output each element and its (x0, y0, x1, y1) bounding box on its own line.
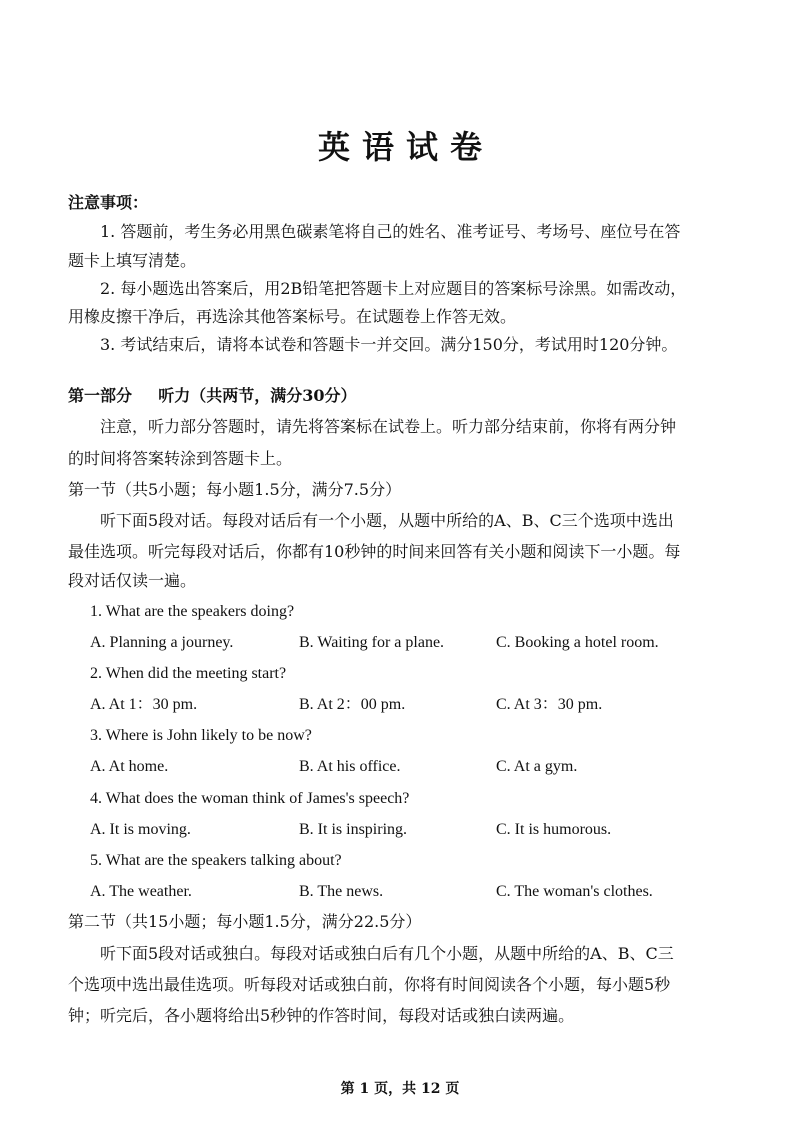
notice-item-2-line-1: 2. 每小题选出答案后，用2B铅笔把答题卡上对应题目的答案标号涂黑。如需改动， (100, 279, 687, 298)
page-number: 第 1 页，共 12 页 (340, 1081, 460, 1097)
page-title: 英语试卷 (317, 128, 494, 166)
question-5: 5. What are the speakers talking about? (90, 852, 342, 869)
notice-item-1-line-1: 1. 答题前，考生务必用黑色碳素笔将自己的姓名、准考证号、考场号、座位号在答 (100, 222, 681, 241)
question-1-option-c: C. Booking a hotel room. (496, 634, 659, 651)
section2-instr-line-3: 钟；听完后，各小题将给出5秒钟的作答时间，每段对话或独白读两遍。 (68, 1006, 575, 1025)
question-2: 2. When did the meeting start? (90, 665, 287, 682)
section1-heading: 第一节（共5小题；每小题1.5分，满分7.5分） (68, 480, 402, 499)
question-5-option-c: C. The woman's clothes. (496, 883, 653, 900)
section1-instr-line-1: 听下面5段对话。每段对话后有一个小题，从题中所给的A、B、C三个选项中选出 (100, 511, 674, 530)
question-3: 3. Where is John likely to be now? (90, 727, 312, 744)
section1-instr-line-2: 最佳选项。听完每段对话后，你都有10秒钟的时间来回答有关小题和阅读下一小题。每 (68, 542, 681, 561)
notice-item-2-line-2: 用橡皮擦干净后，再选涂其他答案标号。在试题卷上作答无效。 (68, 307, 517, 326)
question-3-option-a: A. At home. (90, 758, 169, 775)
question-1-option-a: A. Planning a journey. (90, 634, 234, 651)
notice-heading: 注意事项： (68, 193, 149, 212)
question-4-option-b: B. It is inspiring. (299, 821, 408, 838)
section2-instr-line-2: 个选项中选出最佳选项。听每段对话或独白前，你将有时间阅读各个小题，每小题5秒 (68, 975, 671, 994)
section2-instr-line-1: 听下面5段对话或独白。每段对话或独白后有几个小题，从题中所给的A、B、C三 (100, 944, 674, 963)
question-4-option-a: A. It is moving. (90, 821, 191, 838)
question-4: 4. What does the woman think of James's speech? (90, 790, 410, 807)
question-4-option-c: C. It is humorous. (496, 821, 612, 838)
section1-instr-line-3: 段对话仅读一遍。 (68, 571, 197, 590)
question-5-option-b: B. The news. (299, 883, 384, 900)
part1-heading-sub: 听力（共两节，满分30分） (158, 386, 357, 405)
section2-heading: 第二节（共15小题；每小题1.5分，满分22.5分） (68, 912, 422, 931)
notice-item-1-line-2: 题卡上填写清楚。 (68, 251, 197, 270)
question-2-option-a: A. At 1：30 pm. (90, 696, 198, 713)
question-1: 1. What are the speakers doing? (90, 603, 295, 620)
part1-heading: 第一部分 (68, 386, 133, 405)
part1-heading-row (68, 386, 356, 406)
part1-note-line-2: 的时间将答案转涂到答题卡上。 (68, 449, 293, 468)
question-1-option-b: B. Waiting for a plane. (299, 634, 445, 651)
question-5-option-a: A. The weather. (90, 883, 192, 900)
part1-note-line-1: 注意，听力部分答题时，请先将答案标在试卷上。听力部分结束前，你将有两分钟 (100, 417, 677, 436)
question-2-option-b: B. At 2：00 pm. (299, 696, 406, 713)
question-3-option-b: B. At his office. (299, 758, 401, 775)
question-3-option-c: C. At a gym. (496, 758, 578, 775)
question-2-option-c: C. At 3：30 pm. (496, 696, 603, 713)
notice-item-3: 3. 考试结束后，请将本试卷和答题卡一并交回。满分150分，考试用时120分钟。 (100, 335, 678, 354)
